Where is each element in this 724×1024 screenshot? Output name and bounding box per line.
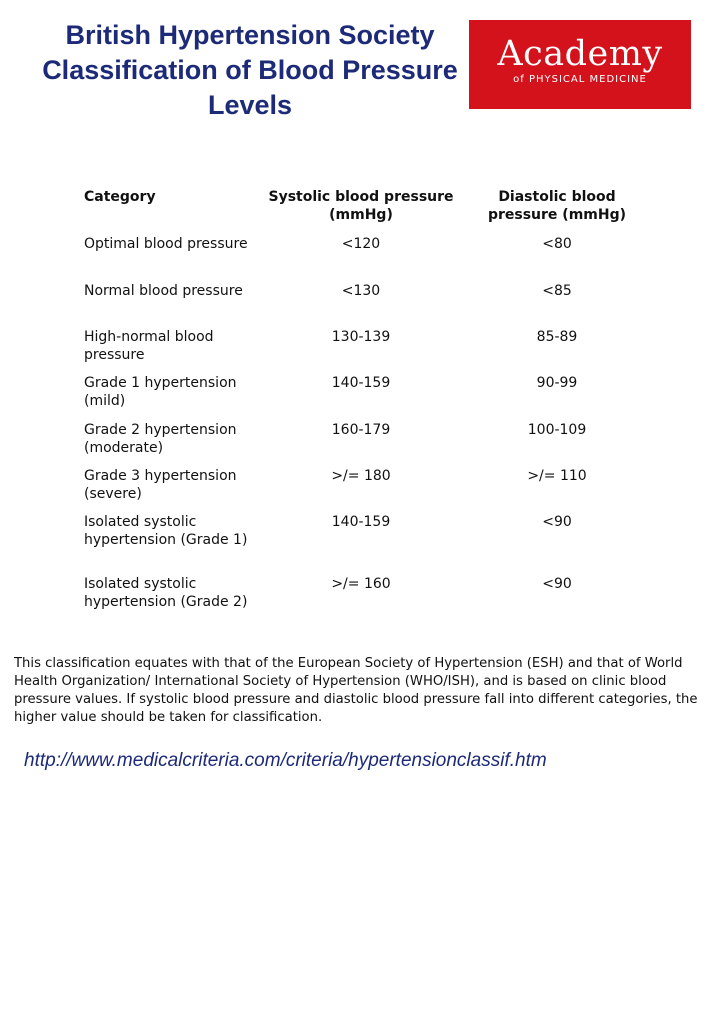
row-systolic: >/= 160 — [331, 576, 391, 592]
row-diastolic: >/= 110 — [527, 468, 587, 484]
academy-logo — [469, 20, 691, 109]
row-systolic: >/= 180 — [331, 468, 391, 484]
row-category: High-normal blood pressure — [84, 329, 214, 363]
row-systolic: <120 — [341, 236, 381, 252]
row-diastolic: <80 — [542, 236, 572, 252]
logo-subtitle: of PHYSICAL MEDICINE — [513, 74, 647, 85]
row-systolic: 130-139 — [331, 329, 391, 345]
row-diastolic: 85-89 — [536, 329, 578, 345]
page-title: British Hypertension Society Classification of Blood Pressure Levels — [42, 20, 458, 120]
row-systolic: 140-159 — [331, 375, 391, 391]
source-link[interactable]: http://www.medicalcriteria.com/criteria/hypertensionclassif.htm — [24, 750, 547, 771]
row-diastolic: <90 — [542, 576, 572, 592]
header-diastolic: Diastolic blood pressure (mmHg) — [487, 189, 627, 223]
row-systolic: 160-179 — [331, 422, 391, 438]
row-systolic: <130 — [341, 283, 381, 299]
row-category: Optimal blood pressure — [84, 236, 248, 252]
row-category: Grade 3 hypertension (severe) — [84, 468, 237, 502]
row-category: Isolated systolic hypertension (Grade 2) — [84, 576, 248, 610]
row-diastolic: 90-99 — [536, 375, 578, 391]
classification-note: This classification equates with that of the European Society of Hypertension (ESH) and that of World Health Organization/ International Society of Hypertension (WHO/ISH), and is based on clinic blood pressure values. If systolic blood pressure and diastolic blood pressure fall into different categories, the higher value should be taken for classification. — [14, 656, 698, 725]
row-category: Isolated systolic hypertension (Grade 1) — [84, 514, 248, 548]
row-diastolic: <90 — [542, 514, 572, 530]
header-category: Category — [84, 189, 156, 205]
row-category: Grade 2 hypertension (moderate) — [84, 422, 237, 456]
row-category: Grade 1 hypertension (mild) — [84, 375, 237, 409]
row-diastolic: <85 — [542, 283, 572, 299]
header-systolic: Systolic blood pressure (mmHg) — [268, 189, 454, 223]
logo-wordmark: Academy — [497, 34, 663, 74]
row-category: Normal blood pressure — [84, 283, 243, 299]
row-diastolic: 100-109 — [527, 422, 587, 438]
row-systolic: 140-159 — [331, 514, 391, 530]
